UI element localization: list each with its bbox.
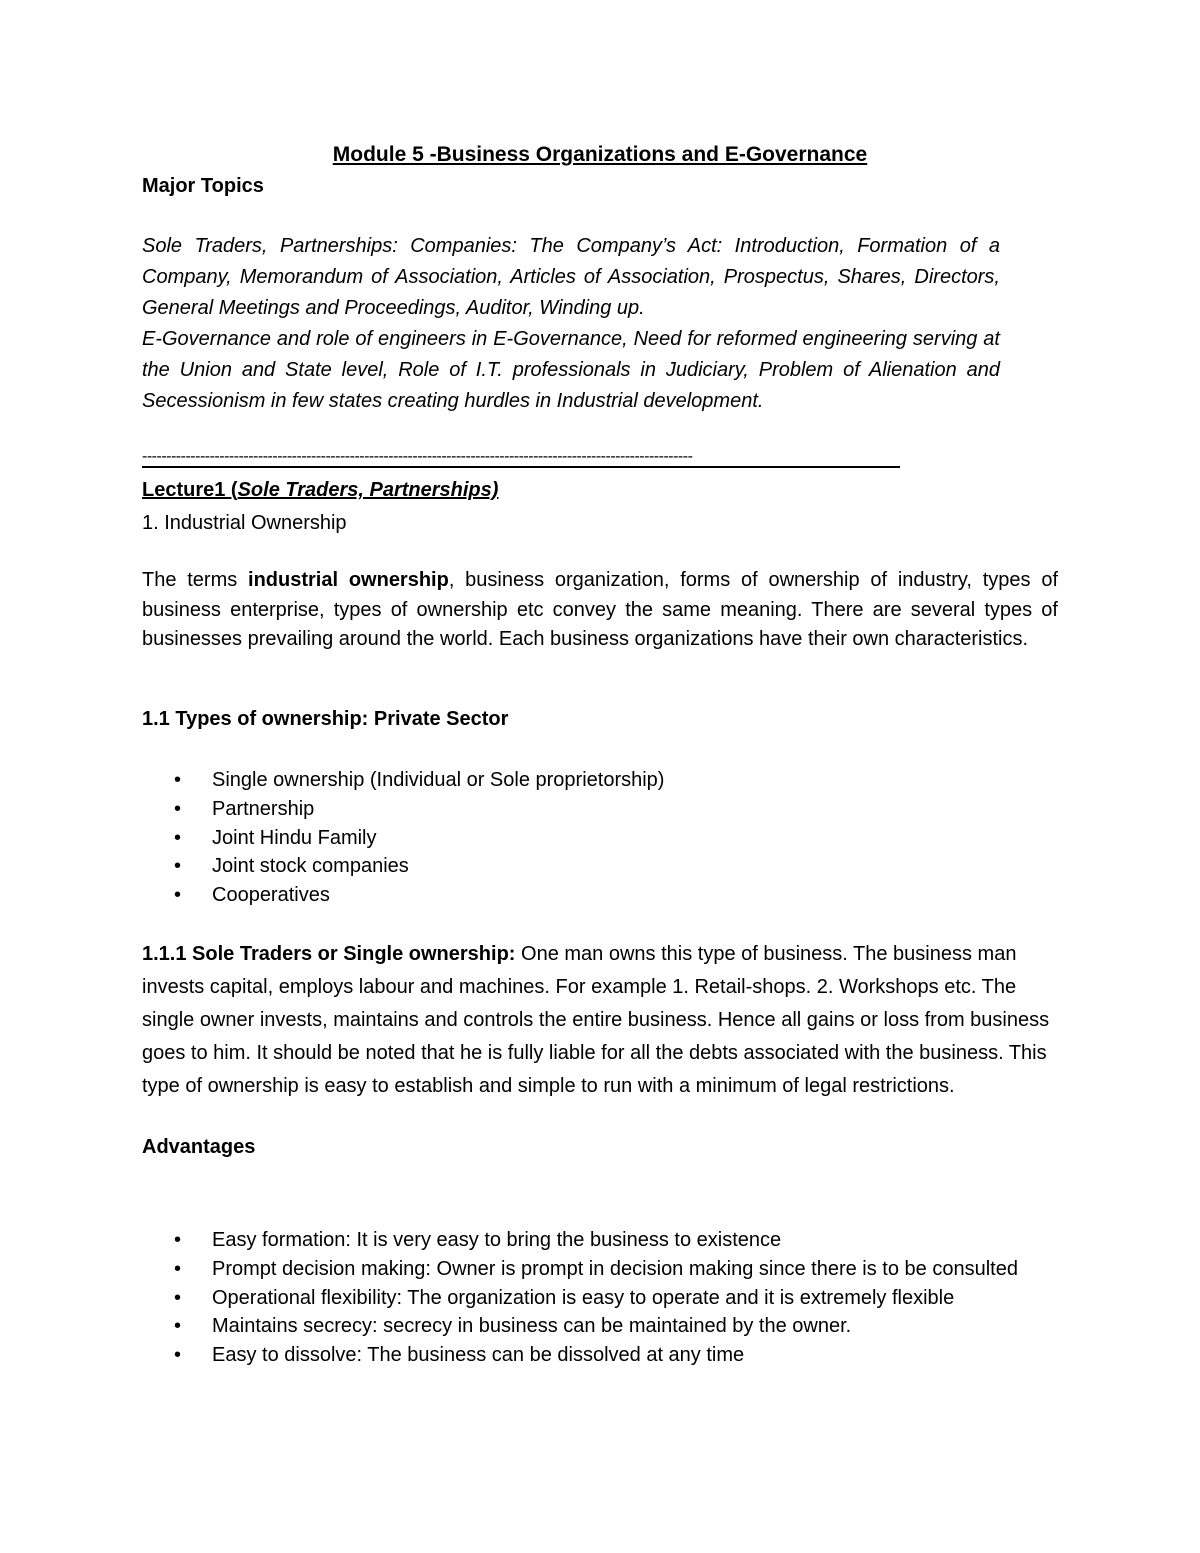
industrial-ownership-paragraph xyxy=(142,566,1058,655)
advantages-list xyxy=(142,1226,1058,1370)
bullet: • xyxy=(174,826,182,849)
list-item-text: Joint stock companies xyxy=(212,855,409,878)
section-heading-industrial-ownership: 1. Industrial Ownership xyxy=(142,512,347,534)
list-item-text: Easy to dissolve: The business can be dissolved at any time xyxy=(212,1344,745,1367)
list-item xyxy=(142,852,1058,881)
list-item xyxy=(142,881,1058,910)
list-item-text: Single ownership (Individual or Sole proprietorship) xyxy=(212,769,665,791)
list-item-text: Joint Hindu Family xyxy=(212,826,377,849)
list-item-text: Easy formation: It is very easy to bring the business to existence xyxy=(212,1229,782,1251)
para-text: The terms xyxy=(142,569,249,591)
bullet: • xyxy=(174,1315,182,1338)
page-title: Module 5 -Business Organizations and E-Governance xyxy=(332,143,868,166)
separator-line xyxy=(142,466,900,468)
dashed-separator: ------------------------------------------------------------------------------------------------------------------ xyxy=(142,448,693,465)
bullet: • xyxy=(174,1286,182,1309)
topics-paragraph-egovernance: E-Governance and role of engineers in E-Governance, Need for reformed engineering serving at the Union and State level, Role of I.T. professionals in Judiciary, Problem of Alienation and Secessionism in few states creating hurdles in Industrial development. xyxy=(142,328,1000,412)
lecture-heading xyxy=(142,479,498,502)
bullet: • xyxy=(174,884,182,907)
list-item-text: Cooperatives xyxy=(212,884,330,907)
bullet: • xyxy=(174,1257,182,1280)
bullet: • xyxy=(174,1229,182,1251)
bullet: • xyxy=(174,1344,182,1367)
sole-traders-heading: 1.1.1 Sole Traders or Single ownership: xyxy=(142,943,516,965)
list-item xyxy=(142,1255,1058,1284)
ownership-types-list xyxy=(142,766,1058,910)
list-item xyxy=(142,1226,1058,1255)
list-item-text: Partnership xyxy=(212,797,315,820)
bullet: • xyxy=(174,769,182,791)
major-topics-heading: Major Topics xyxy=(142,175,264,197)
sole-traders-text: One man owns this type of business. The business man invests capital, employs labour and machines. For example 1. Retail-shops. 2. Workshops etc. The single owner invests, maintains and controls the entire business. Hence all gains or loss from business goes to him. It should be noted that he is fully liable for all the debts associated with the business. This type of ownership is easy to establish and simple to run with a minimum of legal restrictions. xyxy=(142,943,1050,1097)
sole-traders-paragraph xyxy=(142,938,1058,1103)
list-item xyxy=(142,1284,1058,1313)
list-item xyxy=(142,824,1058,853)
list-item xyxy=(142,766,1058,795)
list-item-text: Maintains secrecy: secrecy in business can be maintained by the owner. xyxy=(212,1315,852,1338)
bullet: • xyxy=(174,855,182,878)
section-heading-types-of-ownership: 1.1 Types of ownership: Private Sector xyxy=(142,708,509,730)
list-item xyxy=(142,795,1058,824)
list-item xyxy=(142,1312,1058,1341)
list-item xyxy=(142,1341,1058,1370)
major-topics-list xyxy=(142,231,1000,417)
list-item-text: Operational flexibility: The organization is easy to operate and it is extremely flexible xyxy=(212,1286,955,1309)
list-item-text: Prompt decision making: Owner is prompt in decision making since there is to be consulted xyxy=(212,1257,1018,1280)
lecture-heading-prefix: Lecture1 ( xyxy=(142,479,238,501)
lecture-heading-topic: Sole Traders, Partnerships) xyxy=(237,479,499,501)
bullet: • xyxy=(174,797,182,820)
advantages-heading: Advantages xyxy=(142,1136,256,1158)
para-text: , business organization, forms of ownership of industry, types of business enterprise, types of ownership etc convey the same meaning. There are several types of businesses prevailing around the world. Each business organizations have their own characteristics. xyxy=(142,569,1058,650)
topics-paragraph-companies: Sole Traders, Partnerships: Companies: The Company’s Act: Introduction, Formation of a Company, Memorandum of Association, Articles of Association, Prospectus, Shares, Directors, General Meetings and Proceedings, Auditor, Winding up. xyxy=(142,235,1000,319)
para-bold-term: industrial ownership xyxy=(248,569,449,591)
